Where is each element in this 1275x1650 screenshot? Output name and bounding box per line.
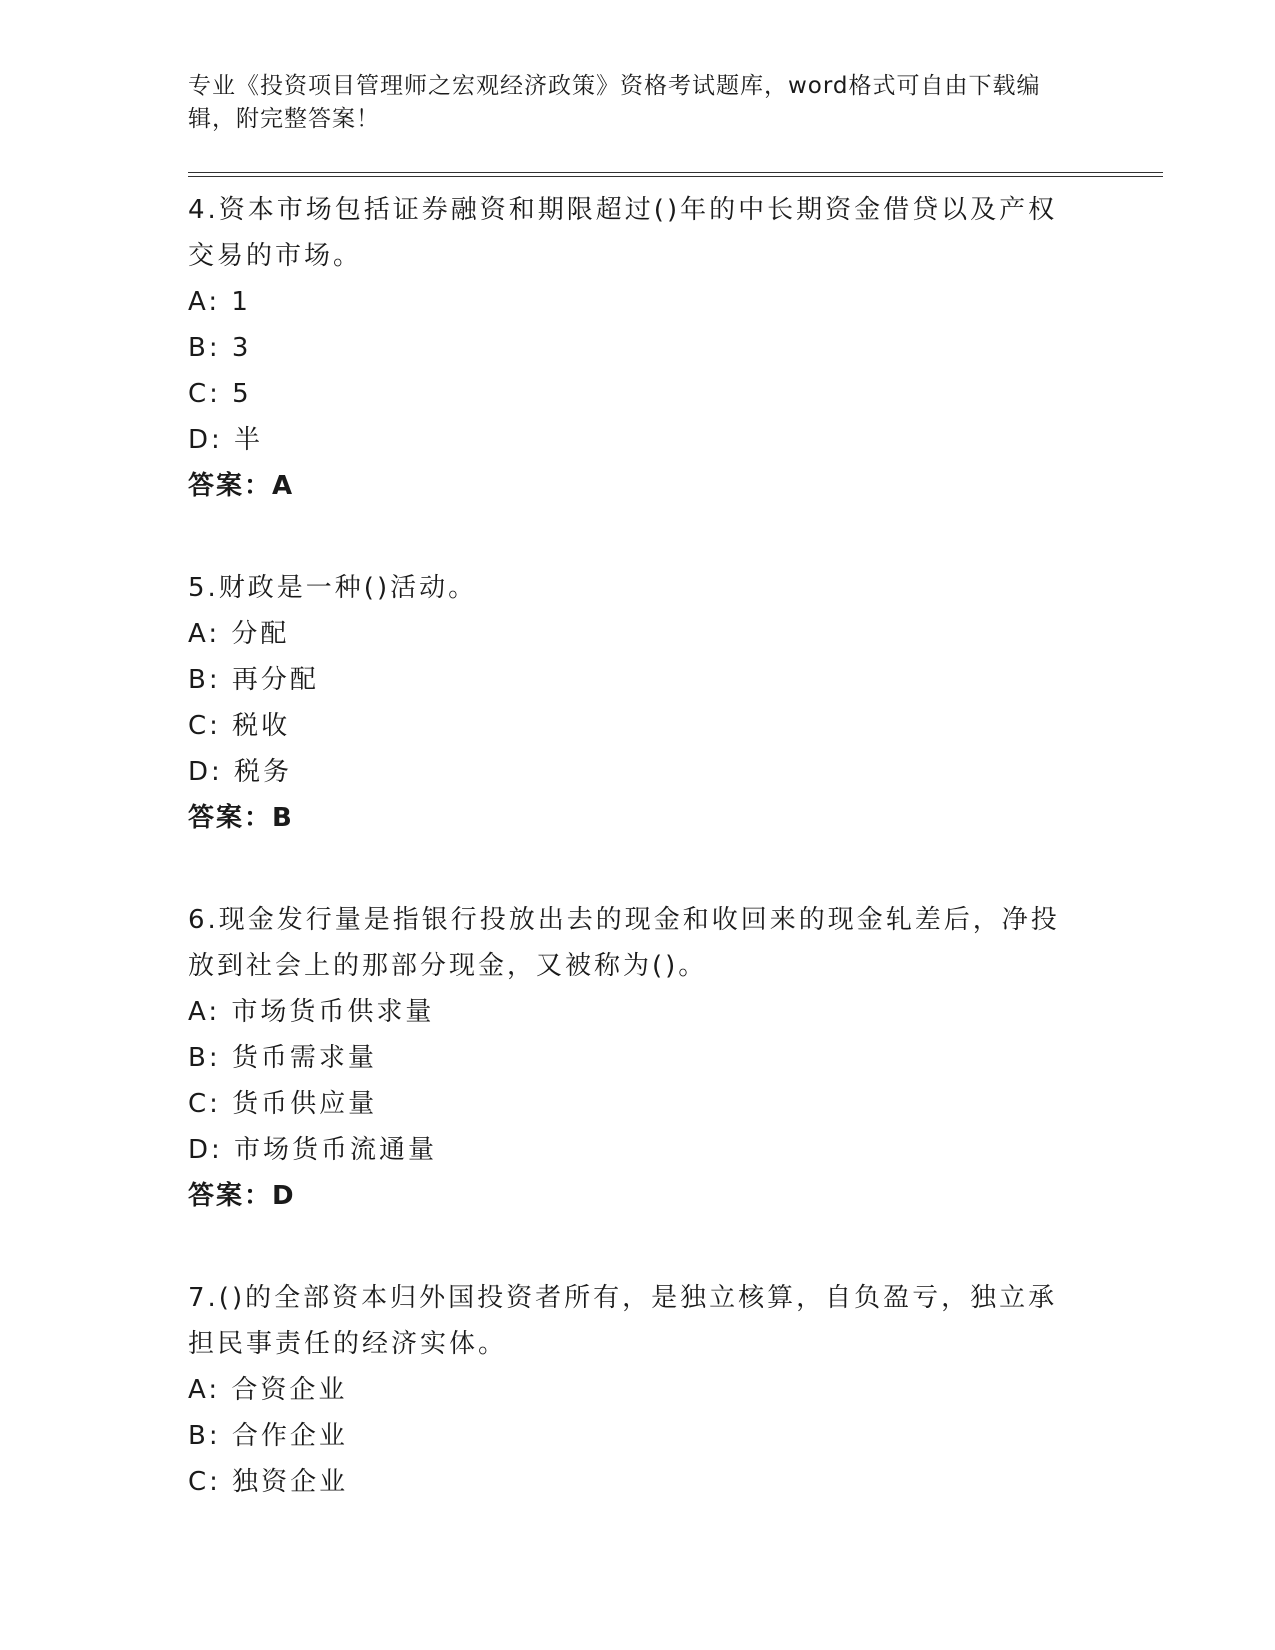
answer: 答案：B bbox=[188, 803, 294, 833]
question-stem: 4.资本市场包括证券融资和期限超过()年的中长期资金借贷以及产权交易的市场。 bbox=[188, 195, 1058, 271]
answer: 答案：A bbox=[188, 471, 295, 501]
question-stem: 6.现金发行量是指银行投放出去的现金和收回来的现金轧差后，净投放到社会上的那部分现金，又被称为()。 bbox=[188, 905, 1060, 981]
document-header: 专业《投资项目管理师之宏观经济政策》资格考试题库，word格式可自由下载编辑，附完整答案！ bbox=[188, 73, 1041, 132]
option-b: B: 合作企业 bbox=[188, 1421, 348, 1451]
question-4 bbox=[188, 187, 1163, 509]
question-5 bbox=[188, 565, 1163, 841]
option-a: A: 合资企业 bbox=[188, 1375, 348, 1405]
header-divider bbox=[188, 172, 1163, 177]
option-b: B: 货币需求量 bbox=[188, 1043, 377, 1073]
option-b: B: 3 bbox=[188, 333, 252, 363]
option-d: D: 半 bbox=[188, 425, 264, 455]
question-spacer bbox=[188, 841, 1163, 887]
option-a: A: 1 bbox=[188, 287, 251, 317]
option-c: C: 税收 bbox=[188, 711, 291, 741]
option-c: C: 货币供应量 bbox=[188, 1089, 378, 1119]
question-spacer bbox=[188, 1219, 1163, 1265]
option-c: C: 独资企业 bbox=[188, 1467, 349, 1497]
option-c: C: 5 bbox=[188, 379, 252, 409]
document-page bbox=[188, 70, 1163, 1505]
question-stem: 5.财政是一种()活动。 bbox=[188, 573, 478, 603]
option-b: B: 再分配 bbox=[188, 665, 319, 695]
option-d: D: 税务 bbox=[188, 757, 293, 787]
option-a: A: 市场货币供求量 bbox=[188, 997, 435, 1027]
answer: 答案：D bbox=[188, 1181, 296, 1211]
question-stem: 7.()的全部资本归外国投资者所有，是独立核算，自负盈亏，独立承担民事责任的经济实体。 bbox=[188, 1283, 1058, 1359]
option-d: D: 市场货币流通量 bbox=[188, 1135, 438, 1165]
question-7 bbox=[188, 1275, 1163, 1505]
question-6 bbox=[188, 897, 1163, 1219]
question-spacer bbox=[188, 509, 1163, 555]
option-a: A: 分配 bbox=[188, 619, 290, 649]
